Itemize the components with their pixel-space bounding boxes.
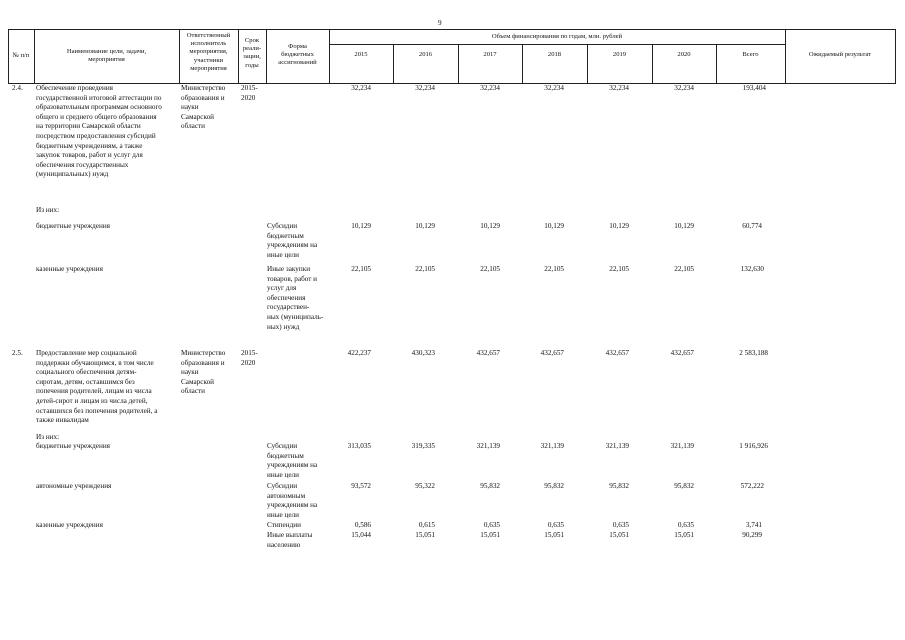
row-2-5-num: 2.5.: [12, 349, 23, 357]
row-2-4-term: 2015- 2020: [241, 84, 258, 102]
row-2-5-name: Предоставление мер социальной поддержки обучающимся, в том числе социального обеспечения детям- сиротам, детям, оставшимся без попечения родителей, лицам из числа детей-сирот и лицам из числа детей, оставшихся без попечения родителей, а также инвалидам: [36, 349, 158, 425]
row-2-5-executor: Министерство образования и науки Самарской области: [181, 349, 226, 396]
row-2-4-state-name: казенные учреждения: [36, 265, 103, 273]
header-num: № п/п: [12, 52, 30, 59]
row-2-5-of-them: Из них:: [36, 433, 60, 441]
header-result: Ожидаемый результат: [808, 51, 872, 58]
header-volume: Объем финансирования по годам, млн. рублей: [491, 33, 623, 40]
header-year-2017: 2017: [483, 51, 497, 58]
row-2-5-state-form-b: Иные выплаты населению: [267, 531, 313, 549]
row-2-5-autonomous-form: Субсидии автономным учреждениям на иные цели: [267, 482, 318, 519]
row-2-4-state-form: Иные закупки товаров, работ и услуг для обеспечения государствен- ных (муниципаль- ных) нужд: [267, 265, 324, 331]
row-2-4-name: Обеспечение проведения государственной итоговой аттестации по образовательным программам основного общего и среднего общего образования на территории Самарской области посредством предоставления субсидий бюджетным учреждениям, а также закупок товаров, работ и услуг для обеспечения государственных (муниципальных) нужд: [36, 84, 162, 179]
header-year-2020: 2020: [677, 51, 691, 58]
row-2-5-autonomous-name: автономные учреждения: [36, 482, 112, 490]
row-2-5-budget-name: бюджетные учреждения: [36, 442, 110, 450]
header-total: Всего: [742, 51, 759, 58]
header-executor: Ответственный исполнитель мероприятия, участники мероприятия: [186, 32, 231, 72]
header-year-2019: 2019: [612, 51, 627, 58]
header-form: Форма бюджетных ассигнований: [278, 43, 317, 67]
header-name: Наименование цели, задачи, мероприятия: [66, 48, 147, 64]
row-2-4-budget-name: бюджетные учреждения: [36, 222, 110, 230]
row-2-5-budget-form: Субсидии бюджетным учреждениям на иные цели: [267, 442, 318, 479]
row-2-4-executor: Министерство образования и науки Самарской области: [181, 84, 226, 131]
row-2-5-state-form-a: Стипендии: [267, 521, 301, 529]
row-2-4-num: 2.4.: [12, 84, 23, 92]
page-number: 9: [438, 19, 442, 27]
header-year-2015: 2015: [354, 51, 368, 58]
header-term: Срок реали- зации, годы: [242, 37, 262, 69]
row-2-5-state-name: казенные учреждения: [36, 521, 103, 529]
header-year-2016: 2016: [418, 51, 433, 58]
row-2-4-of-them: Из них:: [36, 206, 60, 214]
row-2-5-term: 2015- 2020: [241, 349, 258, 367]
header-year-2018: 2018: [547, 51, 562, 58]
row-2-4-budget-form: Субсидии бюджетным учреждениям на иные цели: [267, 222, 318, 259]
